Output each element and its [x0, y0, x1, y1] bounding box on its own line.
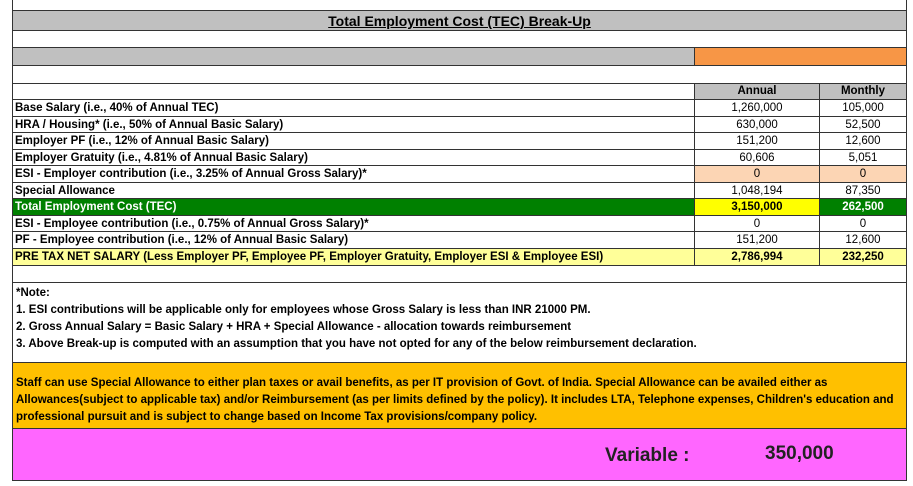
annual-value: 151,200 — [694, 232, 819, 248]
annual-value: 151,200 — [694, 133, 819, 149]
notes-section — [13, 283, 906, 363]
table-row — [13, 133, 906, 150]
monthly-value: 0 — [819, 216, 906, 232]
table-row — [13, 166, 906, 183]
page-title: Total Employment Cost (TEC) Break-Up — [328, 13, 591, 29]
table-row — [13, 232, 906, 249]
variable-value: 350,000 — [765, 442, 834, 464]
monthly-value: 52,500 — [819, 117, 906, 133]
monthly-value: 87,350 — [819, 183, 906, 199]
notes-heading: *Note: — [16, 286, 50, 299]
row-label: ESI - Employer contribution (i.e., 3.25% of Annual Gross Salary)* — [15, 168, 367, 180]
row-label: PRE TAX NET SALARY (Less Employer PF, Employee PF, Employer Gratuity, Employer ESI & Employee ESI) — [15, 250, 604, 263]
tec-total-row — [13, 199, 906, 216]
row-label: Base Salary (i.e., 40% of Annual TEC) — [15, 102, 219, 114]
monthly-value: 232,250 — [819, 249, 906, 265]
header-annual: Annual — [694, 84, 819, 99]
monthly-value: 0 — [819, 166, 906, 182]
blank-row — [13, 266, 906, 283]
annual-value: 1,260,000 — [694, 100, 819, 116]
annual-value: 630,000 — [694, 117, 819, 133]
note-item: 2. Gross Annual Salary = Basic Salary + HRA + Special Allowance - allocation towards reimbursement — [16, 320, 572, 333]
annual-value: 60,606 — [694, 150, 819, 166]
annual-value: 0 — [694, 216, 819, 232]
row-label: Employer Gratuity (i.e., 4.81% of Annual Basic Salary) — [15, 151, 308, 164]
annual-value: 1,048,194 — [694, 183, 819, 199]
table-row — [13, 117, 906, 134]
net-salary-row — [13, 249, 906, 266]
table-row — [13, 216, 906, 233]
table-row — [13, 100, 906, 117]
table-row — [13, 150, 906, 167]
monthly-value: 5,051 — [819, 150, 906, 166]
top-blank-row — [13, 0, 906, 11]
special-allowance-info — [13, 363, 906, 429]
row-label: Total Employment Cost (TEC) — [15, 201, 177, 213]
monthly-value: 262,500 — [819, 199, 906, 215]
title-row — [13, 11, 906, 31]
band-row — [13, 48, 906, 66]
annual-value: 2,786,994 — [694, 249, 819, 265]
row-label: Employer PF (i.e., 12% of Annual Basic Salary) — [15, 135, 269, 147]
orange-cell — [694, 48, 906, 65]
note-item: 3. Above Break-up is computed with an assumption that you have not opted for any of the below reimbursement declaration. — [16, 337, 697, 350]
blank-row — [13, 31, 906, 48]
note-item: 1. ESI contributions will be applicable only for employees whose Gross Salary is less than INR 21000 PM. — [16, 303, 591, 316]
row-label: Special Allowance — [15, 184, 115, 197]
header-monthly: Monthly — [819, 84, 906, 99]
tec-sheet — [12, 0, 907, 481]
header-row — [13, 84, 906, 100]
monthly-value: 12,600 — [819, 232, 906, 248]
row-label: HRA / Housing* (i.e., 50% of Annual Basic Salary) — [15, 118, 284, 131]
row-label: ESI - Employee contribution (i.e., 0.75% of Annual Gross Salary)* — [15, 217, 369, 230]
variable-row — [13, 429, 906, 481]
row-label: PF - Employee contribution (i.e., 12% of Annual Basic Salary) — [15, 234, 349, 246]
allowance-text: Staff can use Special Allowance to either plan taxes or avail benefits, as per IT provision of Govt. of India. Special Allowance can be availed either as Allowances(subject to applicable tax) and/or Reimbursement (as per limits defined by the policy). It includes LTA, Telephone expenses, Children's education and professional pursuit and is subject to change based on Income Tax provisions/company policy. — [16, 376, 894, 423]
annual-value: 3,150,000 — [694, 199, 819, 215]
variable-label: Variable : — [605, 444, 690, 466]
blank-row — [13, 66, 906, 84]
monthly-value: 12,600 — [819, 133, 906, 149]
annual-value: 0 — [694, 166, 819, 182]
monthly-value: 105,000 — [819, 100, 906, 116]
table-row — [13, 183, 906, 200]
